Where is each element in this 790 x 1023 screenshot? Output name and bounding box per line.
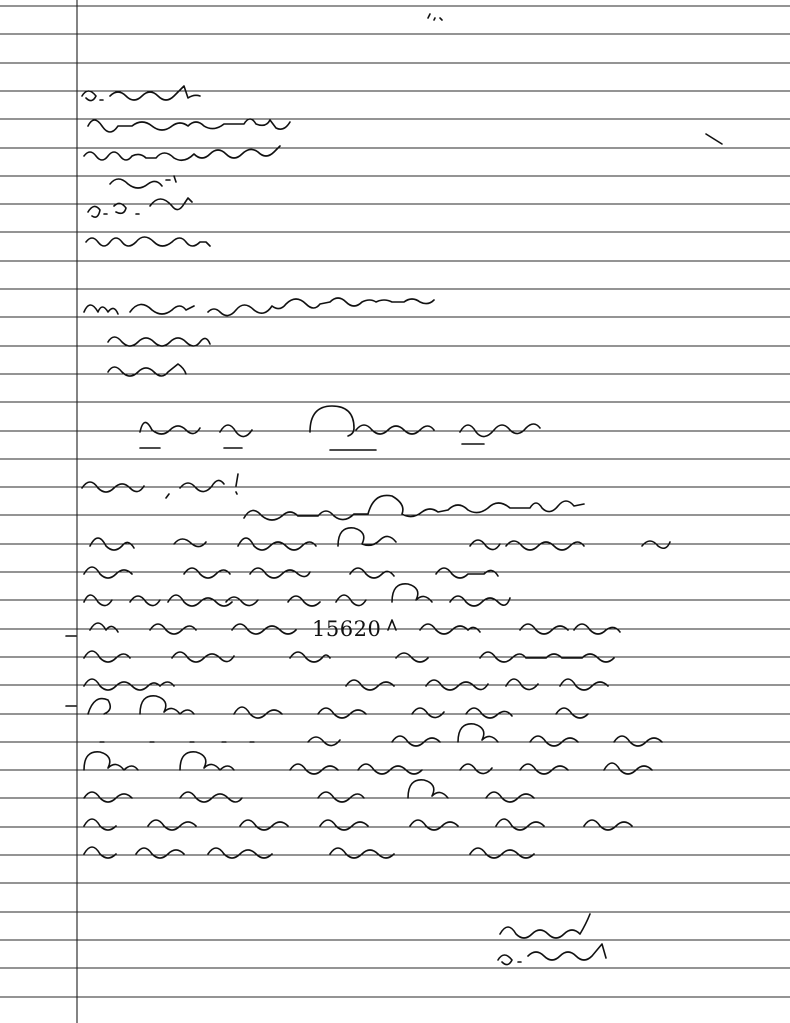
body-line-10-scribble	[84, 752, 652, 774]
recipient-line-2-scribble	[108, 337, 210, 346]
recipient-line-3-scribble	[108, 364, 186, 376]
sender-line-5-scribble	[88, 198, 192, 217]
body-line-13-scribble	[84, 847, 534, 858]
corner-tick	[706, 134, 722, 144]
stray-mark-top	[428, 14, 442, 20]
body-line-12-scribble	[84, 819, 632, 830]
sender-line-4-scribble	[110, 176, 176, 188]
body-line-6-scribble	[84, 651, 614, 662]
body-line-8-scribble	[88, 696, 588, 718]
body-line-11-scribble	[84, 780, 534, 802]
subject-underline	[140, 444, 484, 450]
body-line-7-prefix-scribble	[84, 679, 174, 690]
recipient-line-1-scribble	[84, 298, 434, 316]
body-line-9-scribble	[308, 724, 662, 746]
salutation-scribble	[82, 474, 238, 498]
body-line-1-scribble	[244, 495, 584, 520]
closing-scribble	[500, 914, 590, 938]
body-line-2-scribble	[90, 528, 670, 550]
sender-line-3-scribble	[84, 146, 280, 160]
body-line-7-suffix-scribble	[346, 679, 608, 690]
signature-scribble	[498, 944, 606, 965]
body-line-3-scribble	[84, 567, 498, 578]
sender-line-6-scribble	[86, 237, 210, 246]
subject-scribble	[140, 406, 540, 437]
amount-number: 15620	[312, 617, 382, 641]
sender-line-2-scribble	[88, 119, 290, 132]
sender-name-scribble	[82, 86, 200, 101]
body-line-4-scribble	[84, 584, 510, 606]
